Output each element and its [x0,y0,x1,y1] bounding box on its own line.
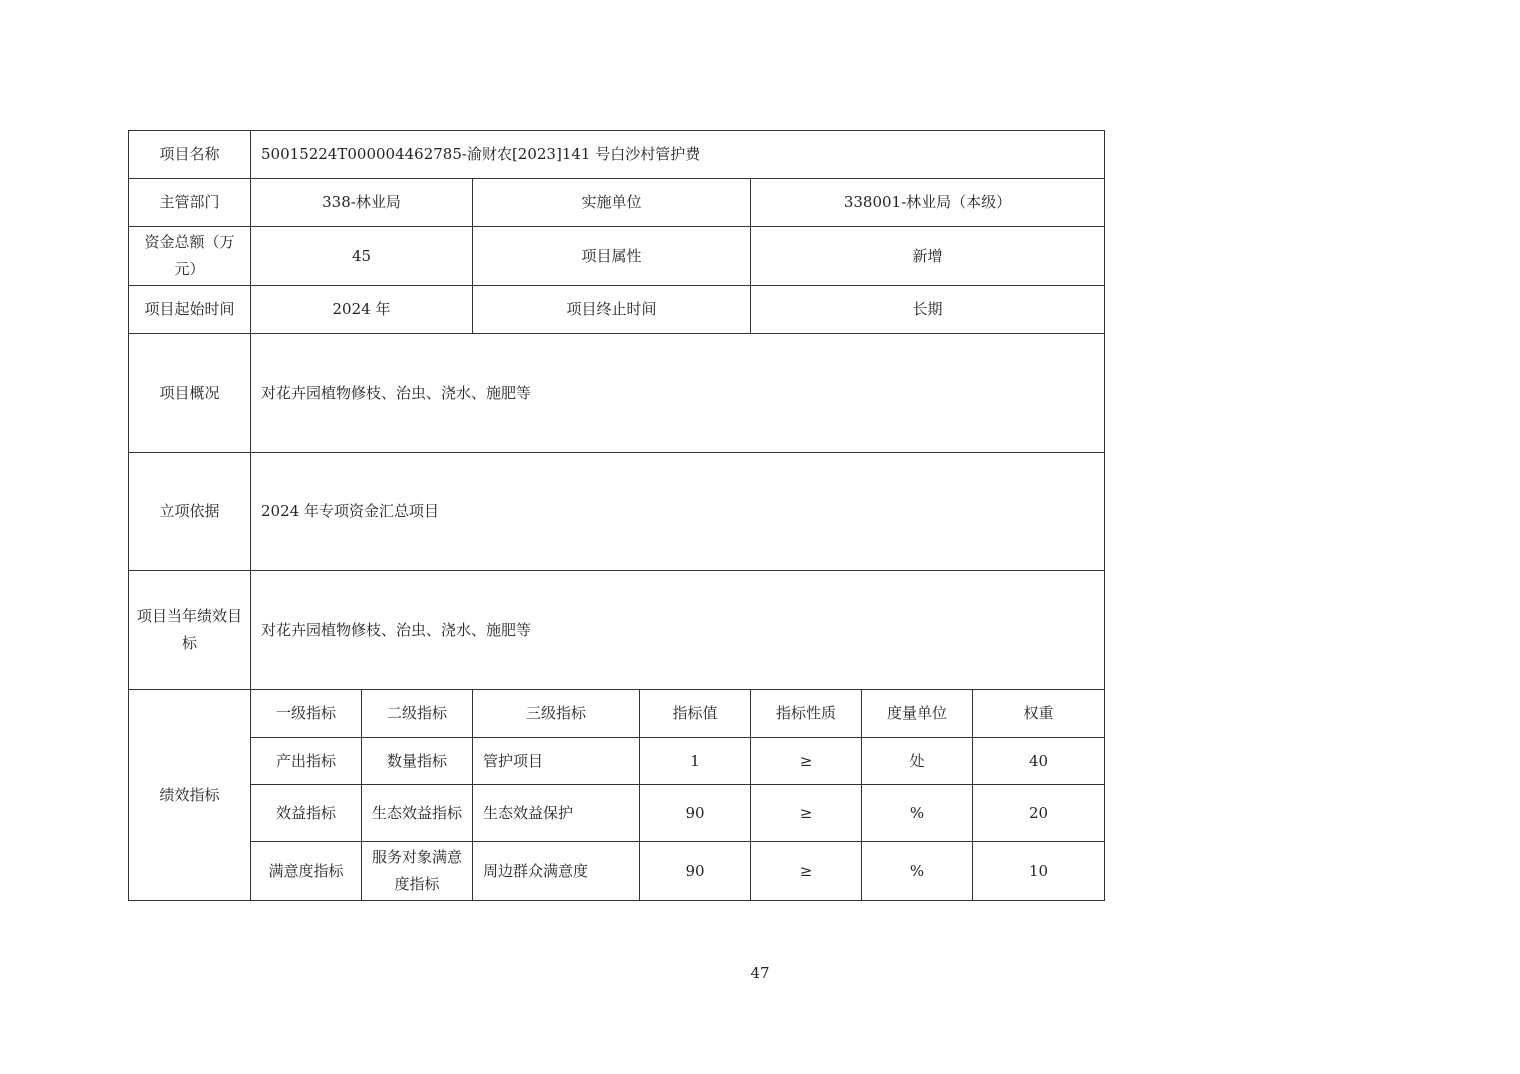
end-label: 项目终止时间 [473,286,751,334]
dept-value: 338-林业局 [251,179,473,227]
end-value: 长期 [751,286,1105,334]
indicator-level3: 生态效益保护 [473,785,640,842]
indicator-level2: 生态效益指标 [362,785,473,842]
indicator-weight: 10 [973,842,1105,901]
indicator-weight: 40 [973,738,1105,785]
indicator-unit: % [862,785,973,842]
row-department [129,179,1105,227]
indicator-level2: 服务对象满意度指标 [362,842,473,901]
indicator-header-row [129,690,1105,738]
goal-value: 对花卉园植物修枝、治虫、浇水、施肥等 [251,571,1105,690]
indicator-unit: % [862,842,973,901]
attr-label: 项目属性 [473,227,751,286]
indicator-nature: ≥ [751,842,862,901]
unit-value: 338001-林业局（本级） [751,179,1105,227]
header-level3: 三级指标 [473,690,640,738]
goal-label: 项目当年绩效目标 [129,571,251,690]
row-basis [129,453,1105,571]
basis-value: 2024 年专项资金汇总项目 [251,453,1105,571]
attr-value: 新增 [751,227,1105,286]
indicator-level1: 效益指标 [251,785,362,842]
indicator-row [129,842,1105,901]
overview-value: 对花卉园植物修枝、治虫、浇水、施肥等 [251,334,1105,453]
start-value: 2024 年 [251,286,473,334]
indicator-level1: 产出指标 [251,738,362,785]
indicator-level1: 满意度指标 [251,842,362,901]
unit-label: 实施单位 [473,179,751,227]
indicator-value: 90 [640,842,751,901]
header-unit: 度量单位 [862,690,973,738]
indicator-unit: 处 [862,738,973,785]
indicator-row [129,785,1105,842]
page-number: 47 [750,964,770,982]
overview-label: 项目概况 [129,334,251,453]
indicator-weight: 20 [973,785,1105,842]
dept-label: 主管部门 [129,179,251,227]
indicator-nature: ≥ [751,738,862,785]
row-goal [129,571,1105,690]
basis-label: 立项依据 [129,453,251,571]
start-label: 项目起始时间 [129,286,251,334]
indicator-value: 90 [640,785,751,842]
header-weight: 权重 [973,690,1105,738]
indicator-level3: 管护项目 [473,738,640,785]
project-name-value: 50015224T000004462785-渝财农[2023]141 号白沙村管护费 [251,131,1105,179]
indicator-level2: 数量指标 [362,738,473,785]
header-level1: 一级指标 [251,690,362,738]
row-period [129,286,1105,334]
indicator-nature: ≥ [751,785,862,842]
row-fund [129,227,1105,286]
indicator-value: 1 [640,738,751,785]
fund-label: 资金总额（万元） [129,227,251,286]
header-nature: 指标性质 [751,690,862,738]
project-name-label: 项目名称 [129,131,251,179]
indicators-label: 绩效指标 [129,690,251,901]
indicator-row [129,738,1105,785]
fund-value: 45 [251,227,473,286]
project-table [128,130,1105,901]
row-overview [129,334,1105,453]
row-project-name [129,131,1105,179]
indicator-level3: 周边群众满意度 [473,842,640,901]
header-value: 指标值 [640,690,751,738]
header-level2: 二级指标 [362,690,473,738]
